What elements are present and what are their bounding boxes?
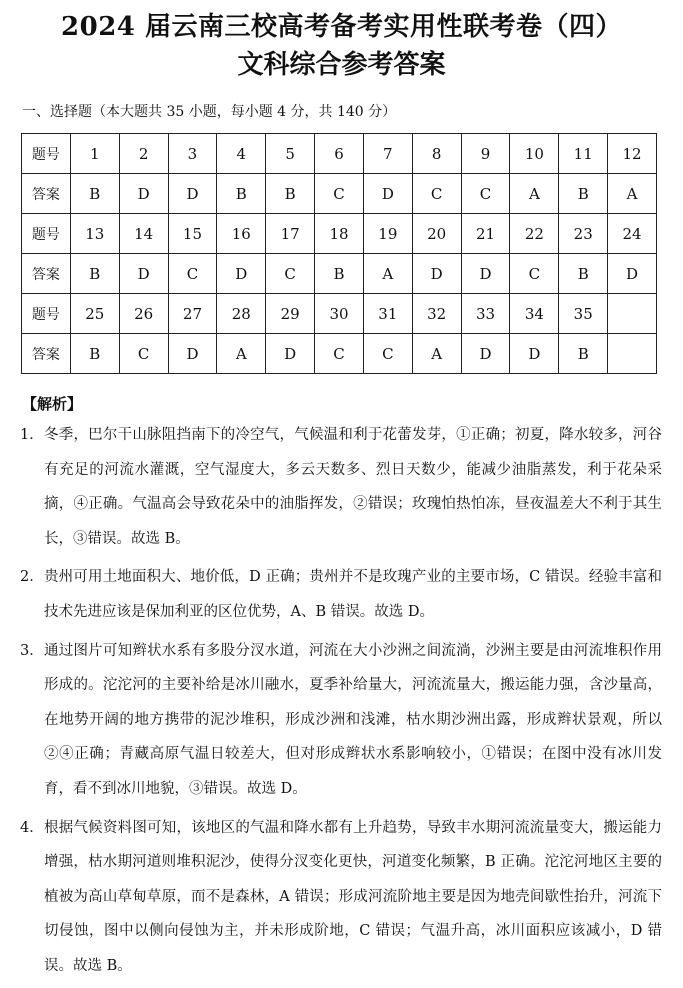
analysis-item-number: 3． (20, 642, 44, 659)
table-row-answer (22, 254, 657, 294)
analysis-item-3 (20, 634, 662, 807)
analysis-item-number: 1． (20, 427, 44, 443)
answer-row-label: 答案 (22, 334, 71, 374)
question-cell: 7 (363, 134, 412, 174)
answer-cell: D (119, 254, 168, 294)
answer-cell: D (119, 174, 168, 214)
question-cell: 22 (510, 214, 559, 254)
answer-cell: C (315, 334, 364, 374)
question-cell: 20 (412, 214, 461, 254)
answer-cell: D (461, 334, 510, 374)
document-subtitle: 文科综合参考答案 (237, 50, 446, 80)
answer-cell: D (363, 174, 412, 214)
answer-cell: B (70, 254, 119, 294)
question-cell: 12 (608, 134, 657, 174)
question-cell: 33 (461, 294, 510, 334)
answer-row-label: 答案 (22, 254, 71, 294)
answer-cell: C (412, 174, 461, 214)
analysis-list (20, 418, 662, 988)
answer-cell: A (217, 334, 266, 374)
answer-cell: D (168, 334, 217, 374)
answer-cell: A (363, 254, 412, 294)
question-cell: 14 (119, 214, 168, 254)
answer-cell: B (70, 334, 119, 374)
question-cell: 11 (559, 134, 608, 174)
answer-cell (608, 334, 657, 374)
answer-cell: B (70, 174, 119, 214)
question-cell: 2 (119, 134, 168, 174)
answer-cell: B (559, 334, 608, 374)
answer-cell: B (266, 174, 315, 214)
question-cell: 10 (510, 134, 559, 174)
question-cell: 28 (217, 294, 266, 334)
question-cell: 6 (315, 134, 364, 174)
analysis-item-number: 2． (20, 569, 44, 586)
question-cell (608, 294, 657, 334)
question-cell: 9 (461, 134, 510, 174)
question-row-label: 题号 (22, 134, 71, 174)
answer-cell: D (266, 334, 315, 374)
answer-cell: C (168, 254, 217, 294)
answer-cell: D (608, 254, 657, 294)
answer-cell: D (461, 254, 510, 294)
table-row-question (22, 134, 657, 174)
question-cell: 21 (461, 214, 510, 254)
question-cell: 26 (119, 294, 168, 334)
question-cell: 31 (363, 294, 412, 334)
question-row-label: 题号 (22, 214, 71, 254)
question-cell: 34 (510, 294, 559, 334)
question-cell: 27 (168, 294, 217, 334)
answer-cell: B (559, 254, 608, 294)
answer-cell: C (510, 254, 559, 294)
question-cell: 32 (412, 294, 461, 334)
question-cell: 17 (266, 214, 315, 254)
table-row-answer (22, 334, 657, 374)
table-row-question (22, 294, 657, 334)
table-row-answer (22, 174, 657, 214)
question-cell: 30 (315, 294, 364, 334)
question-cell: 19 (363, 214, 412, 254)
section-heading: 一、选择题（本大题共 35 小题，每小题 4 分，共 140 分） (22, 104, 397, 120)
answer-cell: C (363, 334, 412, 374)
answer-cell: B (315, 254, 364, 294)
answer-cell: A (608, 174, 657, 214)
answer-cell: D (412, 254, 461, 294)
question-cell: 3 (168, 134, 217, 174)
answer-cell: B (559, 174, 608, 214)
question-cell: 29 (266, 294, 315, 334)
question-cell: 35 (559, 294, 608, 334)
analysis-item-4 (20, 811, 662, 984)
answer-table (21, 133, 657, 374)
question-cell: 23 (559, 214, 608, 254)
question-cell: 4 (217, 134, 266, 174)
answer-row-label: 答案 (22, 174, 71, 214)
question-cell: 25 (70, 294, 119, 334)
analysis-heading: 【解析】 (22, 395, 83, 413)
answer-cell: C (315, 174, 364, 214)
analysis-item-text: 通过图片可知辫状水系有多股分汊水道，河流在大小沙洲之间流淌，沙洲主要是由河流堆积作用形成的。沱沱河的主要补给是冰川融水，夏季补给量大，河流流量大，搬运能力强，含沙量高，在地势开阔的地方携带的泥沙堆积，形成沙洲和浅滩，枯水期沙洲出露，形成辫状景观，所以②④正确；青藏高原气温日较差大，但对形成辫状水系影响较小，①错误；在图中没有冰川发育，看不到冰川地貌，③错误。故选 D。 (44, 642, 662, 797)
answer-cell: C (266, 254, 315, 294)
answer-cell: B (217, 174, 266, 214)
question-cell: 8 (412, 134, 461, 174)
answer-cell: A (412, 334, 461, 374)
answer-cell: D (510, 334, 559, 374)
analysis-item-text: 根据气候资料图可知，该地区的气温和降水都有上升趋势，导致丰水期河流流量变大，搬运能力增强，枯水期河道则堆积泥沙，使得分汊变化更快，河道变化频繁，B 正确。沱沱河地区主要的植被为高山草甸草原，而不是森林，A 错误；形成河流阶地主要是因为地壳间歇性抬升，河流下切侵蚀，图中以侧向侵蚀为主，并未形成阶地，C 错误；气温升高，冰川面积应该减小，D 错误。故选 B。 (44, 819, 662, 974)
answer-cell: C (119, 334, 168, 374)
question-cell: 16 (217, 214, 266, 254)
question-cell: 13 (70, 214, 119, 254)
table-row-question (22, 214, 657, 254)
question-cell: 1 (70, 134, 119, 174)
question-cell: 5 (266, 134, 315, 174)
question-cell: 18 (315, 214, 364, 254)
document-title: 2024 届云南三校高考备考实用性联考卷（四） (61, 12, 622, 42)
answer-cell: A (510, 174, 559, 214)
analysis-item-text: 冬季，巴尔干山脉阻挡南下的冷空气，气候温和利于花蕾发芽，①正确；初夏，降水较多，河谷有充足的河流水灌溉，空气湿度大，多云天数多、烈日天数少，能减少油脂蒸发，利于花朵采摘，④正确。气温高会导致花朵中的油脂挥发，②错误；玫瑰怕热怕冻，昼夜温差大不利于其生长，③错误。故选 B。 (44, 427, 662, 547)
analysis-item-number: 4． (20, 819, 44, 836)
answer-cell: D (168, 174, 217, 214)
analysis-item-2 (20, 560, 662, 629)
analysis-item-1 (20, 418, 662, 556)
answer-cell: C (461, 174, 510, 214)
question-cell: 15 (168, 214, 217, 254)
analysis-item-text: 贵州可用土地面积大、地价低，D 正确；贵州并不是玫瑰产业的主要市场，C 错误。经验丰富和技术先进应该是保加利亚的区位优势，A、B 错误。故选 D。 (44, 569, 662, 620)
question-cell: 24 (608, 214, 657, 254)
question-row-label: 题号 (22, 294, 71, 334)
answer-cell: D (217, 254, 266, 294)
